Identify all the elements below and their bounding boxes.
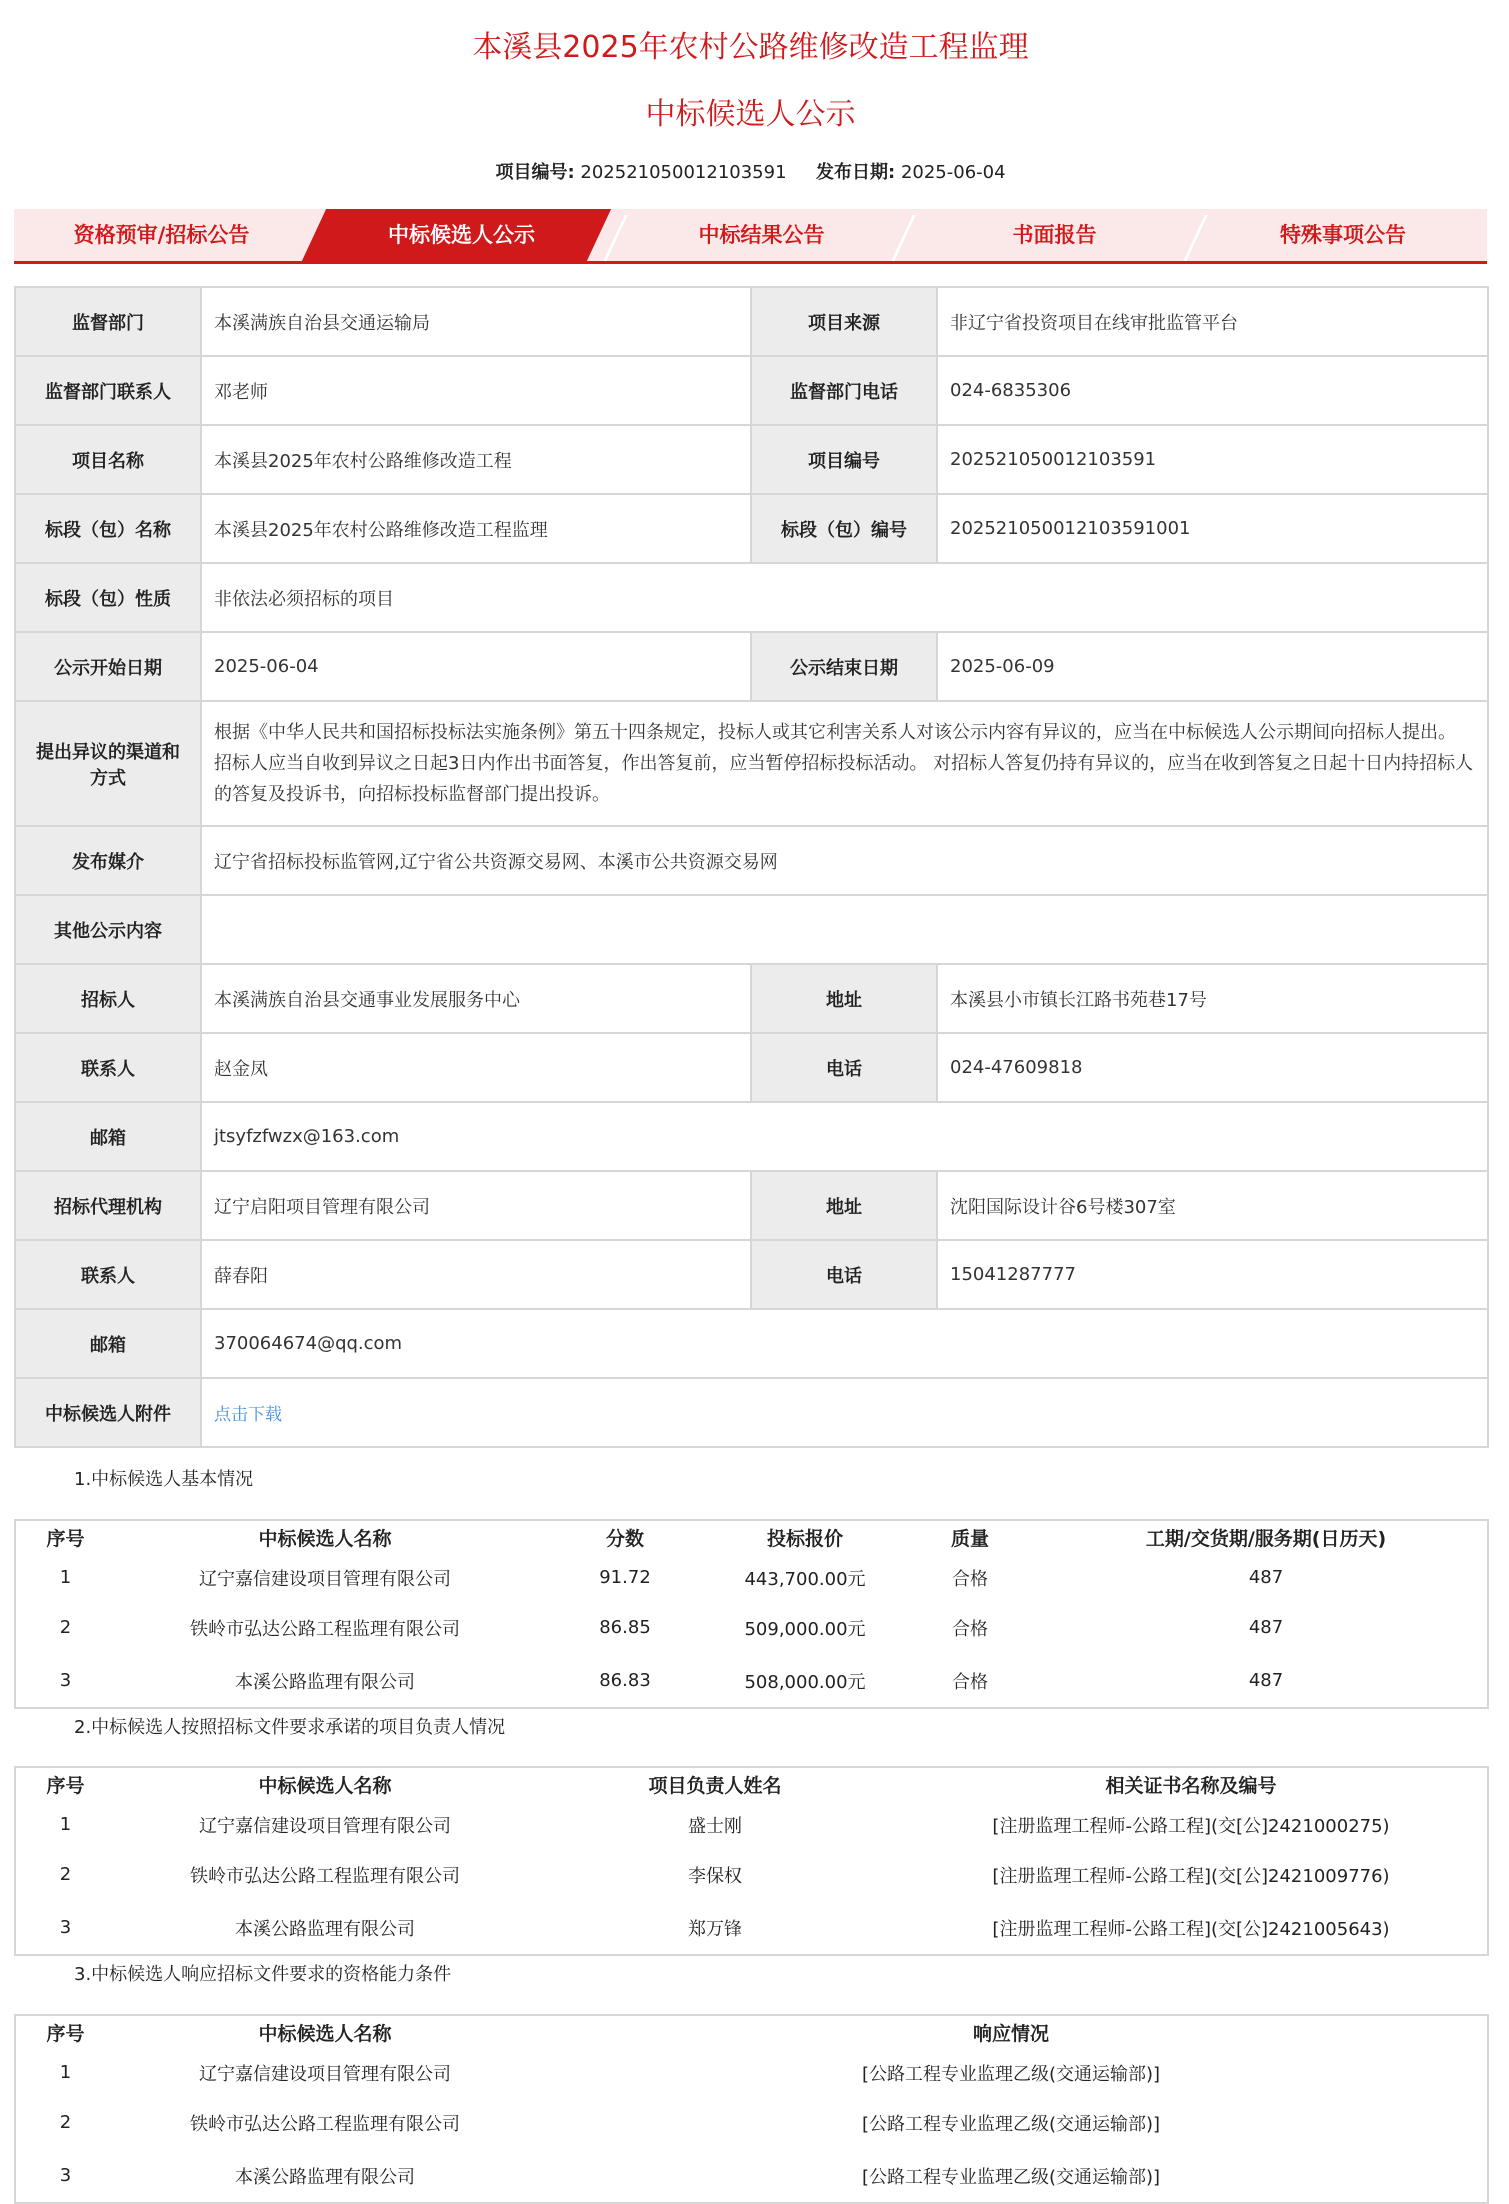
table-cell: 盛士刚	[688, 1815, 742, 1837]
table-cell: 铁岭市弘达公路工程监理有限公司	[190, 2113, 460, 2135]
table-row	[15, 1654, 1488, 1708]
project-meta	[14, 160, 1487, 186]
info-label: 发布媒介	[15, 826, 201, 895]
info-value: 邓老师	[201, 356, 751, 425]
table-cell: [公路工程专业监理乙级(交通运输部)]	[861, 2166, 1161, 2188]
info-label: 邮箱	[15, 1102, 201, 1171]
table-cell: 3	[59, 1670, 72, 1691]
info-label: 监督部门联系人	[15, 356, 201, 425]
info-label: 中标候选人附件	[15, 1378, 201, 1447]
download-link[interactable]: 点击下载	[214, 1405, 282, 1425]
info-value: 非辽宁省投资项目在线审批监管平台	[937, 287, 1488, 356]
info-value: 薛春阳	[201, 1240, 751, 1309]
table-cell: 443,700.00元	[744, 1568, 866, 1590]
tab-candidate-notice[interactable]: 中标候选人公示	[388, 223, 535, 247]
table-cell: 508,000.00元	[744, 1671, 866, 1693]
table-cell: [公路工程专业监理乙级(交通运输部)]	[861, 2113, 1161, 2135]
info-value: 202521050012103591	[937, 425, 1488, 494]
publish-date-label: 发布日期:	[816, 162, 896, 183]
info-label: 监督部门电话	[751, 356, 937, 425]
info-label: 联系人	[15, 1240, 201, 1309]
info-value: 辽宁启阳项目管理有限公司	[201, 1171, 751, 1240]
info-label: 招标代理机构	[15, 1171, 201, 1240]
table-row	[15, 1554, 1488, 1601]
info-value: 15041287777	[937, 1240, 1488, 1309]
page-subtitle: 中标候选人公示	[645, 97, 856, 132]
info-label: 电话	[751, 1033, 937, 1102]
tab-written-report[interactable]: 书面报告	[1012, 223, 1097, 247]
column-header: 分数	[605, 1528, 644, 1550]
info-label: 公示开始日期	[15, 632, 201, 701]
table-row	[15, 2049, 1488, 2096]
table-cell: 铁岭市弘达公路工程监理有限公司	[190, 1865, 460, 1887]
info-label: 地址	[751, 1171, 937, 1240]
info-value: 赵金凤	[201, 1033, 751, 1102]
table-cell: 铁岭市弘达公路工程监理有限公司	[190, 1618, 460, 1640]
table-cell: 1	[59, 1814, 72, 1835]
column-header: 中标候选人名称	[258, 2023, 392, 2045]
table-cell: 本溪公路监理有限公司	[235, 1671, 415, 1693]
info-value: jtsyfzfwzx@163.com	[201, 1102, 1488, 1171]
column-header: 质量	[950, 1528, 989, 1550]
info-label: 监督部门	[15, 287, 201, 356]
table-cell: 91.72	[599, 1567, 651, 1588]
table-cell: [公路工程专业监理乙级(交通运输部)]	[861, 2063, 1161, 2085]
info-value: 沈阳国际设计谷6号楼307室	[937, 1171, 1488, 1240]
info-value: 024-47609818	[937, 1033, 1488, 1102]
info-label: 标段（包）性质	[15, 563, 201, 632]
candidate-basic-table	[14, 1519, 1489, 1709]
objection-label-line2: 方式	[90, 767, 126, 789]
candidate-manager-table	[14, 1766, 1489, 1956]
table-row	[15, 1848, 1488, 1901]
table-row	[15, 2096, 1488, 2149]
info-label: 地址	[751, 964, 937, 1033]
table-cell: 2	[59, 2112, 72, 2133]
column-header: 中标候选人名称	[258, 1775, 392, 1797]
info-label: 电话	[751, 1240, 937, 1309]
info-label	[15, 701, 201, 826]
info-label: 标段（包）编号	[751, 494, 937, 563]
table-row	[15, 1901, 1488, 1955]
column-header: 序号	[46, 1775, 85, 1797]
table-cell: 合格	[952, 1618, 988, 1640]
info-value: 2025-06-04	[201, 632, 751, 701]
info-value: 本溪县小市镇长江路书苑巷17号	[937, 964, 1488, 1033]
info-value	[201, 895, 1488, 964]
section-title: 3.中标候选人响应招标文件要求的资格能力条件	[74, 1964, 452, 1985]
table-row	[15, 1801, 1488, 1848]
info-value: 辽宁省招标投标监管网,辽宁省公共资源交易网、本溪市公共资源交易网	[201, 826, 1488, 895]
info-value: 024-6835306	[937, 356, 1488, 425]
tab-result-notice[interactable]: 中标结果公告	[698, 223, 825, 247]
table-cell: 487	[1248, 1567, 1284, 1588]
table-cell: 86.85	[599, 1617, 651, 1638]
publish-date-value: 2025-06-04	[900, 162, 1006, 183]
table-row	[15, 2149, 1488, 2203]
table-cell: 2	[59, 1617, 72, 1638]
info-value: 2025-06-09	[937, 632, 1488, 701]
table-row	[15, 1601, 1488, 1654]
column-header: 序号	[46, 2023, 85, 2045]
candidate-qualification-table	[14, 2014, 1489, 2204]
table-cell: [注册监理工程师-公路工程](交[公]2421005643)	[992, 1918, 1390, 1940]
table-cell: 辽宁嘉信建设项目管理有限公司	[199, 1568, 451, 1590]
info-value: 本溪县2025年农村公路维修改造工程监理	[201, 494, 751, 563]
info-value: 本溪县2025年农村公路维修改造工程	[201, 425, 751, 494]
tab-special-notice[interactable]: 特殊事项公告	[1280, 223, 1406, 247]
section-title: 2.中标候选人按照招标文件要求承诺的项目负责人情况	[74, 1717, 506, 1738]
table-cell: 509,000.00元	[744, 1618, 866, 1640]
column-header: 响应情况	[972, 2023, 1049, 2045]
info-value: 非依法必须招标的项目	[201, 563, 1488, 632]
column-header: 工期/交货期/服务期(日历天)	[1145, 1528, 1387, 1550]
table-cell: 1	[59, 1567, 72, 1588]
table-cell: 郑万锋	[688, 1918, 742, 1940]
column-header: 序号	[46, 1528, 85, 1550]
table-cell: [注册监理工程师-公路工程](交[公]2421009776)	[992, 1865, 1390, 1887]
column-header: 相关证书名称及编号	[1105, 1775, 1277, 1797]
info-label: 联系人	[15, 1033, 201, 1102]
column-header: 项目负责人姓名	[648, 1775, 782, 1797]
table-cell: 487	[1248, 1670, 1284, 1691]
objection-label-line1: 提出异议的渠道和	[36, 741, 180, 763]
info-label: 标段（包）名称	[15, 494, 201, 563]
table-cell: 1	[59, 2062, 72, 2083]
table-cell: 3	[59, 2165, 72, 2186]
page-title: 本溪县2025年农村公路维修改造工程监理	[472, 30, 1029, 65]
project-info-table	[14, 286, 1489, 1448]
info-label: 公示结束日期	[751, 632, 937, 701]
column-header: 投标报价	[766, 1528, 843, 1550]
table-cell: 本溪公路监理有限公司	[235, 1918, 415, 1940]
notice-tabs	[14, 209, 1487, 264]
table-cell: 李保权	[688, 1865, 742, 1887]
column-header: 中标候选人名称	[258, 1528, 392, 1550]
table-cell: 辽宁嘉信建设项目管理有限公司	[199, 1815, 451, 1837]
info-label: 招标人	[15, 964, 201, 1033]
info-label: 其他公示内容	[15, 895, 201, 964]
project-no-value: 202521050012103591	[580, 162, 787, 183]
info-value: 370064674@qq.com	[201, 1309, 1488, 1378]
info-value: 本溪满族自治县交通事业发展服务中心	[201, 964, 751, 1033]
table-cell: 487	[1248, 1617, 1284, 1638]
info-label: 邮箱	[15, 1309, 201, 1378]
table-cell: 辽宁嘉信建设项目管理有限公司	[199, 2063, 451, 2085]
objection-text: 根据《中华人民共和国招标投标法实施条例》第五十四条规定，投标人或其它利害关系人对该公示内容有异议的，应当在中标候选人公示期间向招标人提出。 招标人应当自收到异议之日起3日内作出书面答复，作出答复前，应当暂停招标投标活动。 对招标人答复仍持有异议的，应当在收到答复之日起十日内持招标人的答复及投诉书，向招标投标监督部门提出投诉。	[201, 701, 1488, 826]
tab-prequalification[interactable]: 资格预审/招标公告	[73, 223, 250, 247]
table-cell: 86.83	[599, 1670, 651, 1691]
info-label: 项目来源	[751, 287, 937, 356]
info-value: 202521050012103591001	[937, 494, 1488, 563]
table-cell: 合格	[952, 1568, 988, 1590]
table-cell: 本溪公路监理有限公司	[235, 2166, 415, 2188]
table-cell: 2	[59, 1864, 72, 1885]
info-label: 项目名称	[15, 425, 201, 494]
info-label: 项目编号	[751, 425, 937, 494]
info-value: 本溪满族自治县交通运输局	[201, 287, 751, 356]
table-cell: [注册监理工程师-公路工程](交[公]2421000275)	[992, 1815, 1390, 1837]
table-cell: 3	[59, 1917, 72, 1938]
table-cell: 合格	[952, 1671, 988, 1693]
project-no-label: 项目编号:	[495, 162, 575, 183]
section-title: 1.中标候选人基本情况	[74, 1469, 254, 1490]
